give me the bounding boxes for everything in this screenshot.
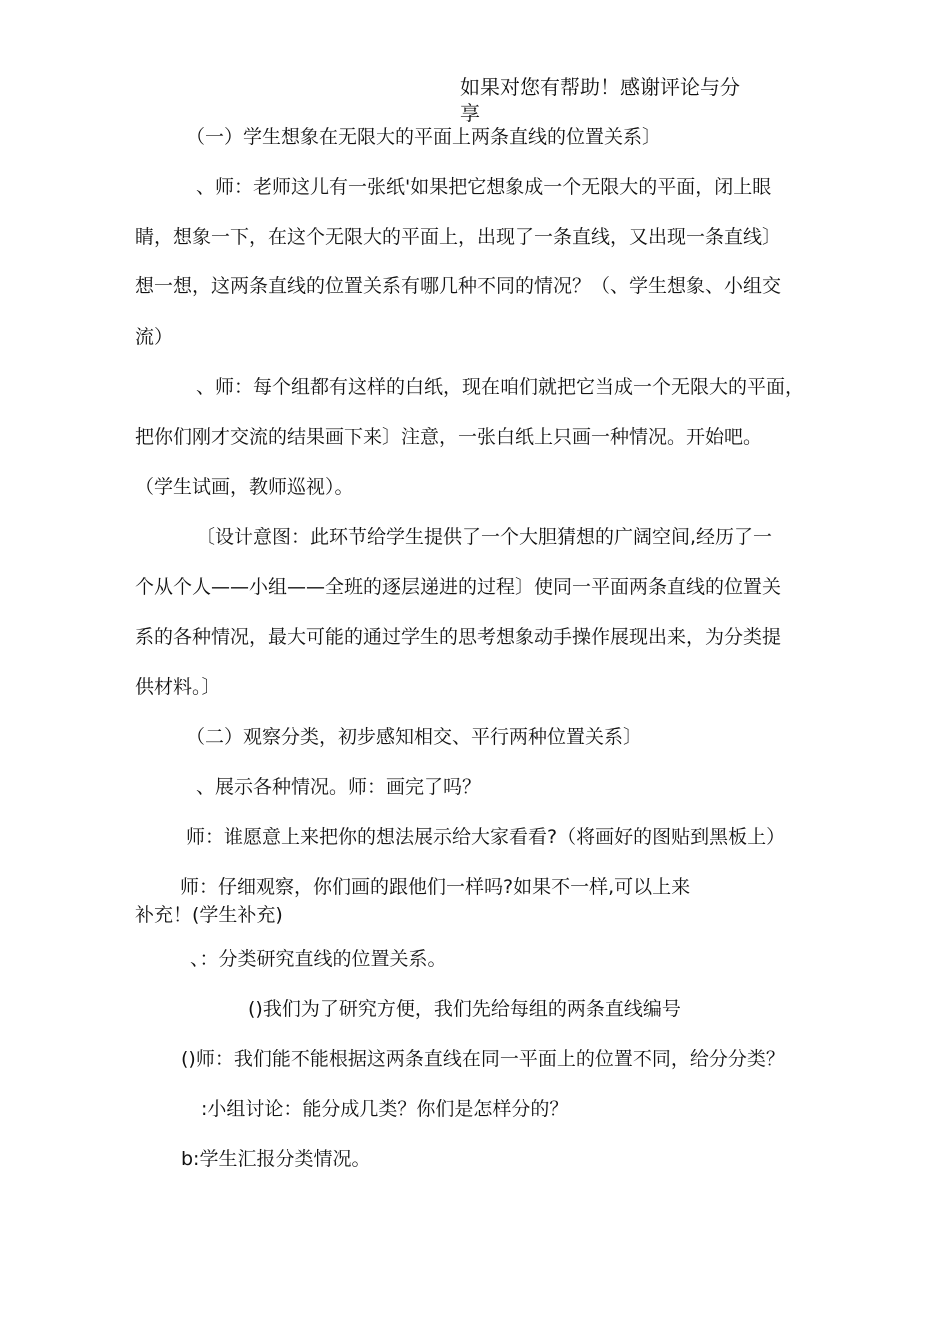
paragraph-line: 睛，想象一下，在这个无限大的平面上，出现了一条直线，又出现一条直线〕 [135, 226, 782, 248]
section-heading-1: （一）学生想象在无限大的平面上两条直线的位置关系〕 [186, 126, 662, 148]
paragraph-line: :小组讨论：能分成几类？你们是怎样分的？ [201, 1098, 569, 1120]
paragraph-line: 师：谁愿意上来把你的想法展示给大家看看?（将画好的图贴到黑板上） [186, 826, 786, 848]
paragraph-line: 、展示各种情况。师：画完了吗？ [196, 776, 482, 798]
paragraph-line: 、师：每个组都有这样的白纸，现在咱们就把它当成一个无限大的平面， [196, 376, 805, 398]
header-note-line-2: 享 [460, 101, 480, 125]
paragraph-line: 、师：老师这儿有一张纸'如果把它想象成一个无限大的平面，闭上眼 [196, 176, 772, 198]
header-note-line-1: 如果对您有帮助！感谢评论与分 [460, 75, 740, 99]
paragraph-line: ()师：我们能不能根据这两条直线在同一平面上的位置不同，给分分类？ [181, 1048, 785, 1070]
paragraph-line: 补充！(学生补充) [135, 904, 283, 926]
paragraph-line: 系的各种情况，最大可能的通过学生的思考想象动手操作展现出来，为分类提 [135, 626, 782, 648]
section-heading-2: （二）观察分类，初步感知相交、平行两种位置关系〕 [186, 726, 643, 748]
paragraph-line: 供材料。〕 [135, 676, 221, 698]
paragraph-line: 、：分类研究直线的位置关系。 [190, 948, 447, 970]
paragraph-line: 流） [135, 326, 174, 348]
paragraph-line: （学生试画，教师巡视）。 [135, 476, 354, 498]
paragraph-line: 想一想，这两条直线的位置关系有哪几种不同的情况？（、学生想象、小组交 [135, 275, 782, 297]
paragraph-line: 师：仔细观察，你们画的跟他们一样吗?如果不一样,可以上来 [180, 876, 691, 898]
paragraph-line: ()我们为了研究方便，我们先给每组的两条直线编号 [248, 998, 681, 1020]
paragraph-line: 个从个人——小组——全班的逐层递进的过程〕使同一平面两条直线的位置关 [135, 576, 782, 598]
paragraph-line: b:学生汇报分类情况。 [181, 1148, 371, 1170]
paragraph-line: 把你们刚才交流的结果画下来〕注意，一张白纸上只画一种情况。开始吧。 [135, 426, 763, 448]
paragraph-line: 〔设计意图：此环节给学生提供了一个大胆猜想的广阔空间,经历了一 [196, 526, 773, 548]
